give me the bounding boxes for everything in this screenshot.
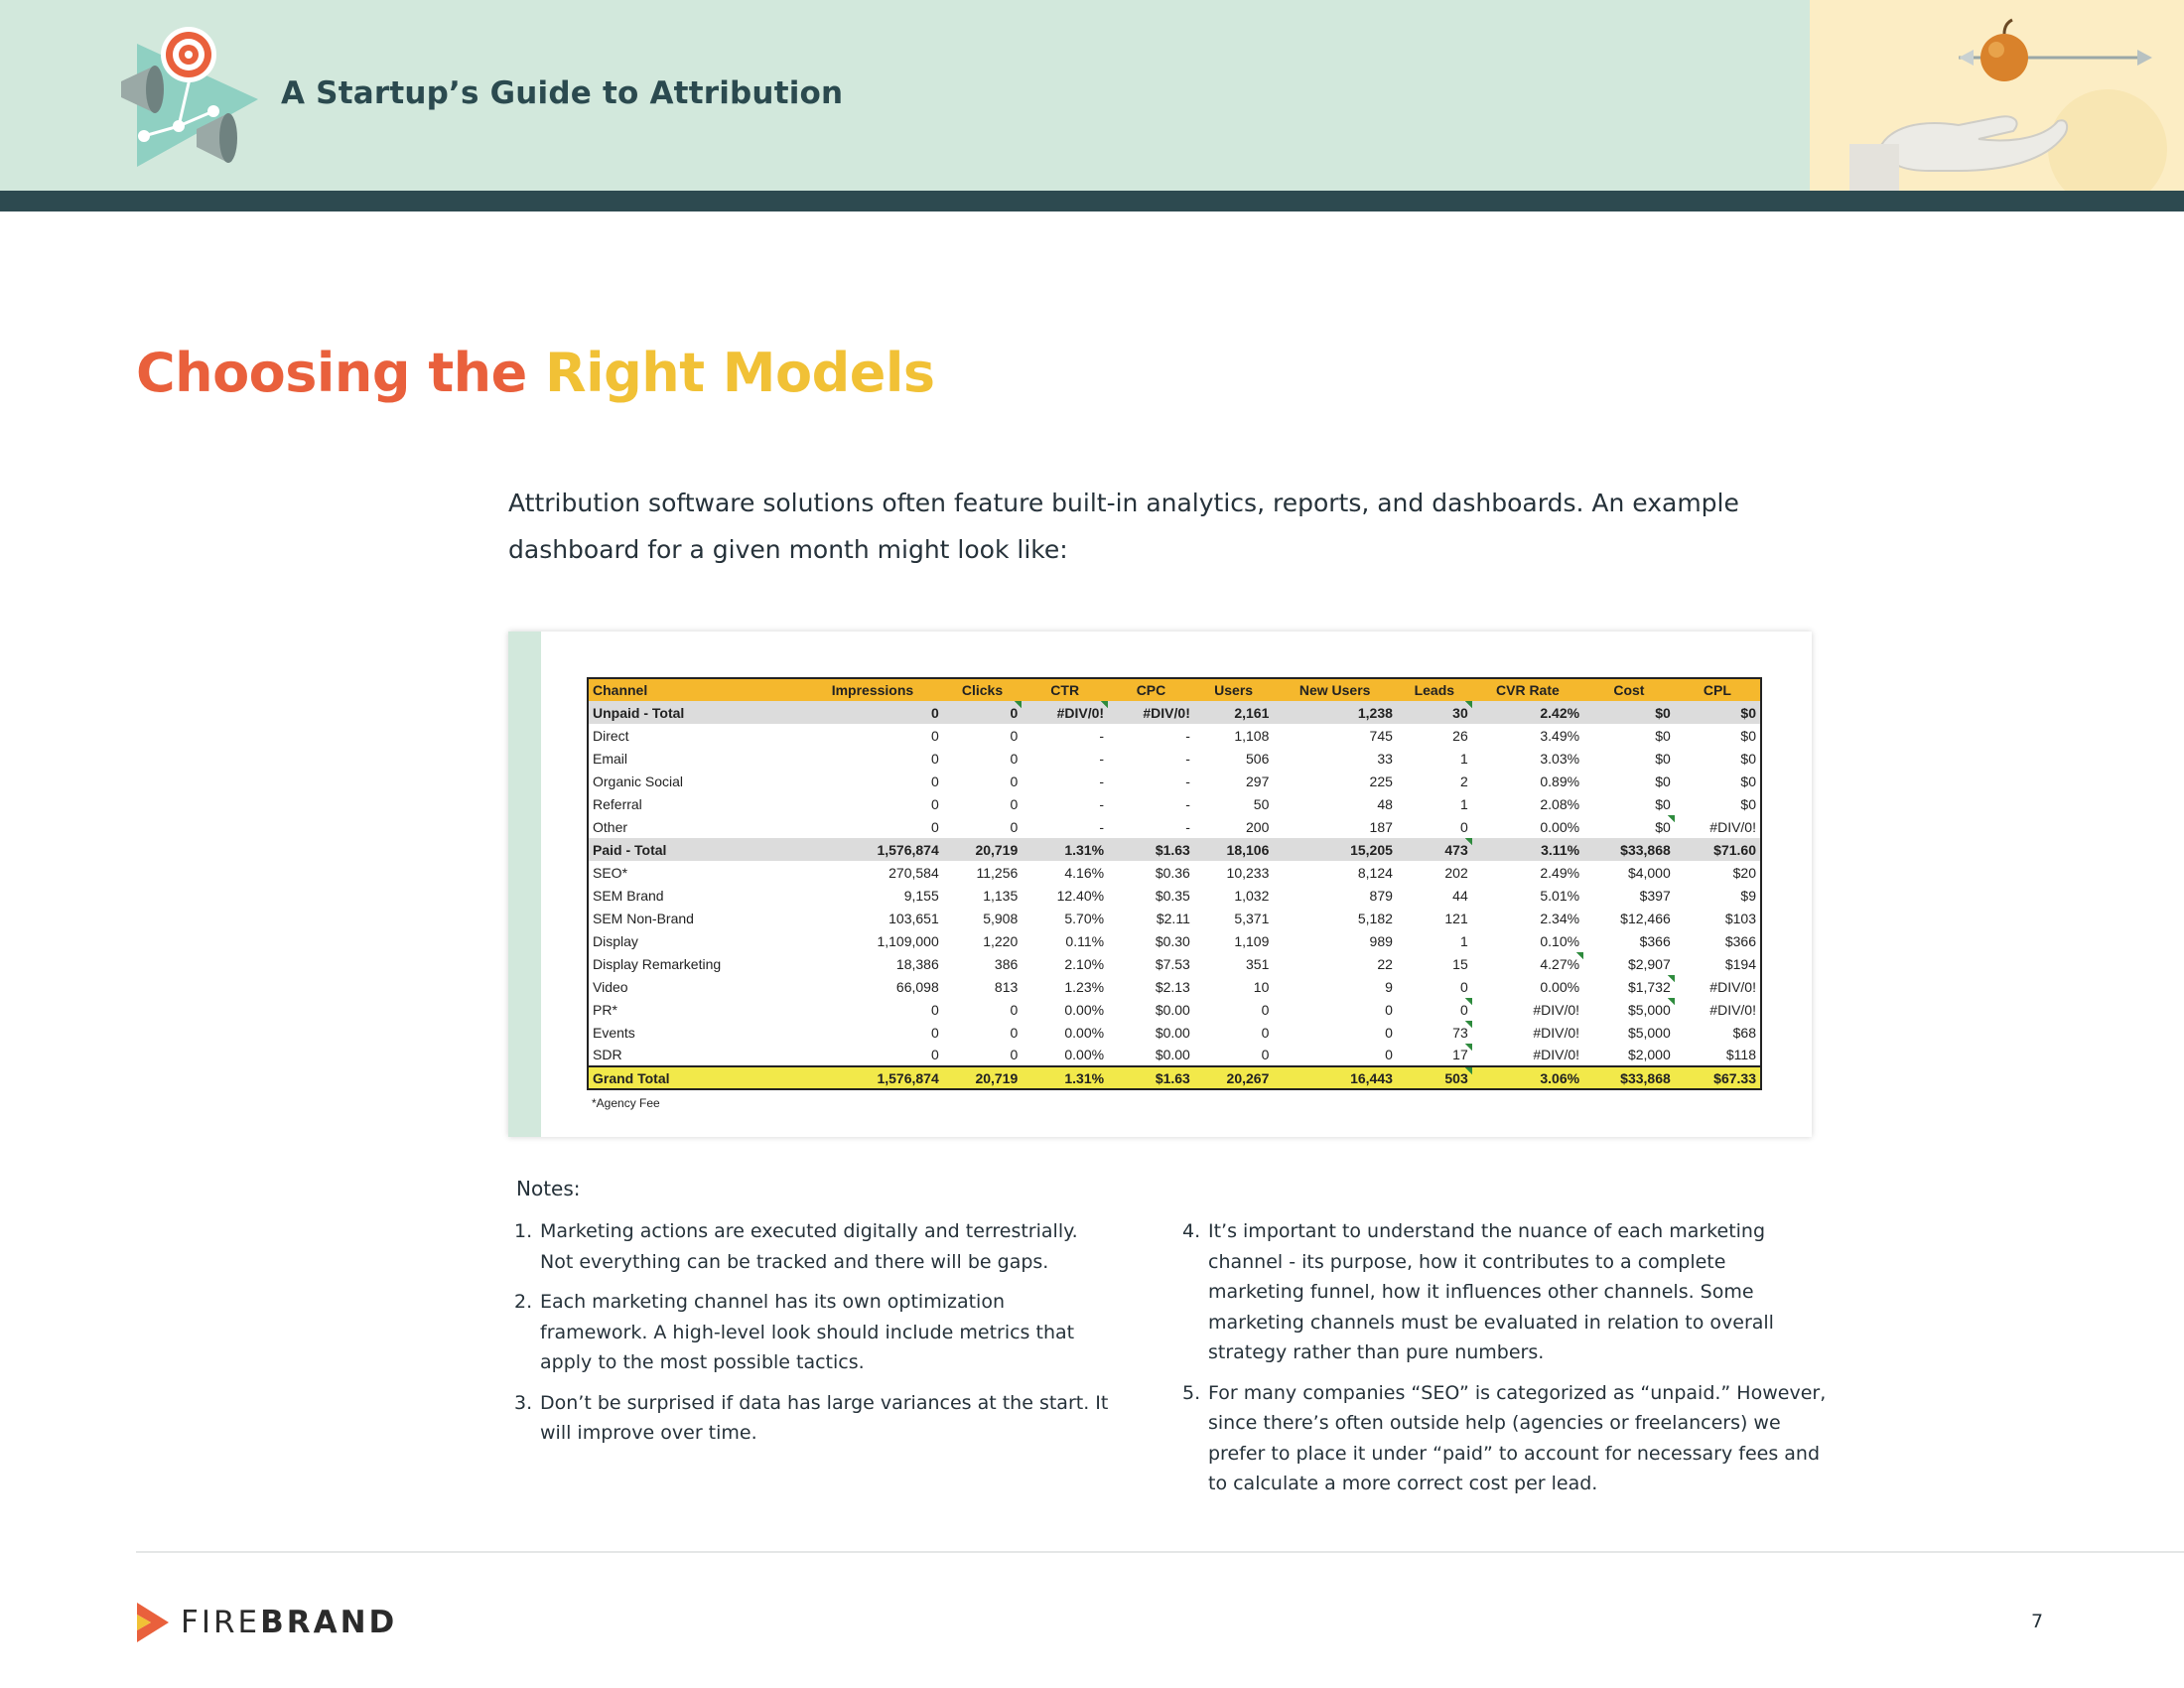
- table-cell: 26: [1452, 727, 1468, 744]
- table-cell: 4.27%: [1472, 952, 1583, 975]
- column-header: Users: [1194, 678, 1274, 701]
- column-header: CTR: [1022, 678, 1108, 701]
- table-cell: 879: [1369, 887, 1393, 904]
- table-cell: 0: [930, 818, 939, 835]
- table-cell: $0.30: [1155, 932, 1190, 949]
- megaphone-target-icon: [119, 22, 268, 171]
- table-cell: $1.63: [1108, 1066, 1194, 1089]
- column-header: Cost: [1583, 678, 1675, 701]
- header-illustration: [1810, 0, 2184, 191]
- table-cell: 44: [1452, 887, 1468, 904]
- table-cell: 0: [802, 701, 943, 724]
- table-cell: #DIV/0!: [1709, 978, 1756, 995]
- table-cell: 0: [1385, 1024, 1393, 1041]
- table-cell: 297: [1246, 773, 1270, 789]
- brand-word-light: FIRE: [181, 1605, 261, 1640]
- table-cell: 0: [930, 1024, 939, 1041]
- table-cell: 0: [1010, 795, 1019, 812]
- table-cell: 0: [1261, 1024, 1270, 1041]
- note-number: 5.: [1182, 1381, 1201, 1404]
- table-cell: 813: [994, 978, 1019, 995]
- dashboard-card: [508, 632, 1812, 1137]
- table-cell: 9,155: [903, 887, 939, 904]
- table-cell: 200: [1246, 818, 1270, 835]
- table-cell: $5,000: [1583, 998, 1675, 1021]
- table-row: [588, 1044, 1761, 1066]
- table-cell: #DIV/0!: [1022, 701, 1108, 724]
- table-cell: $20: [1732, 864, 1756, 881]
- table-cell: $4,000: [1627, 864, 1671, 881]
- table-cell: 1,576,874: [802, 838, 943, 861]
- table-cell: $2,000: [1627, 1047, 1671, 1062]
- table-cell: $0: [1655, 727, 1671, 744]
- notes-list-left: [514, 1216, 1110, 1459]
- table-cell: -: [1185, 773, 1190, 789]
- note-number: 1.: [514, 1220, 533, 1242]
- table-cell: $0.00: [1155, 1047, 1190, 1062]
- table-cell: 11,256: [976, 864, 1019, 881]
- guide-title: A Startup’s Guide to Attribution: [281, 75, 844, 111]
- table-cell: 0: [1261, 1001, 1270, 1018]
- table-row: [588, 815, 1761, 838]
- table-cell: 10,233: [1226, 864, 1270, 881]
- table-cell: $7.53: [1155, 955, 1190, 972]
- table-cell: 989: [1369, 932, 1393, 949]
- table-cell: 1,238: [1273, 701, 1397, 724]
- table-cell: 473: [1397, 838, 1472, 861]
- table-row: [588, 792, 1761, 815]
- table-cell: 225: [1369, 773, 1393, 789]
- subtotal-row: [588, 701, 1761, 724]
- table-cell: 33: [1377, 750, 1393, 767]
- table-cell: 1,220: [983, 932, 1019, 949]
- table-cell: #DIV/0!: [1533, 1024, 1580, 1041]
- note-number: 2.: [514, 1291, 533, 1313]
- table-cell: 745: [1369, 727, 1393, 744]
- table-cell: $0.35: [1155, 887, 1190, 904]
- table-cell: 0.00%: [1540, 978, 1580, 995]
- table-cell: 187: [1369, 818, 1393, 835]
- table-cell: 0.11%: [1065, 932, 1105, 949]
- table-cell: #DIV/0!: [1533, 1047, 1580, 1062]
- table-row: [588, 747, 1761, 770]
- table-cell: 503: [1397, 1066, 1472, 1089]
- table-cell: $366: [1639, 932, 1671, 949]
- note-item: [1182, 1378, 1828, 1499]
- table-cell: 17: [1397, 1044, 1472, 1066]
- note-text: Don’t be surprised if data has large variances at the start. It will improve over time.: [540, 1391, 1109, 1444]
- table-cell: 0: [1010, 1001, 1019, 1018]
- table-cell: $12,466: [1620, 910, 1671, 926]
- table-row: [588, 770, 1761, 792]
- table-cell: 12.40%: [1056, 887, 1105, 904]
- channel-name-cell: Referral: [593, 795, 642, 812]
- column-header: CPC: [1108, 678, 1194, 701]
- channel-name-cell: PR*: [593, 1001, 617, 1018]
- note-number: 4.: [1182, 1220, 1201, 1242]
- table-cell: 3.03%: [1540, 750, 1580, 767]
- table-cell: #DIV/0!: [1709, 1001, 1756, 1018]
- table-cell: 0: [930, 795, 939, 812]
- table-cell: 0.00%: [1064, 1024, 1105, 1041]
- table-cell: 0: [1010, 773, 1019, 789]
- table-cell: 20,719: [943, 1066, 1023, 1089]
- table-cell: -: [1099, 727, 1105, 744]
- table-footnote: *Agency Fee: [592, 1096, 660, 1110]
- table-cell: 0.00%: [1064, 1001, 1105, 1018]
- table-cell: 202: [1444, 864, 1468, 881]
- table-cell: 0: [1459, 978, 1468, 995]
- table-cell: 1,108: [1234, 727, 1270, 744]
- table-cell: 121: [1444, 910, 1468, 926]
- table-cell: 1.31%: [1022, 838, 1108, 861]
- note-text: Marketing actions are executed digitally and terrestrially. Not everything can be tracked and there will be gaps.: [540, 1220, 1078, 1273]
- footer-divider: [136, 1551, 2184, 1553]
- table-cell: $0: [1583, 815, 1675, 838]
- table-cell: 2.08%: [1540, 795, 1580, 812]
- table-cell: $68: [1732, 1024, 1756, 1041]
- table-cell: 0: [930, 750, 939, 767]
- table-cell: $0: [1655, 750, 1671, 767]
- header-divider-bar: [0, 191, 2184, 211]
- table-cell: 1,109,000: [877, 932, 939, 949]
- apple-arrow-hand-illustration: [1810, 0, 2184, 191]
- table-cell: 1.31%: [1022, 1066, 1108, 1089]
- table-cell: 351: [1246, 955, 1270, 972]
- channel-name-cell: Direct: [593, 727, 629, 744]
- table-cell: #DIV/0!: [1533, 1001, 1580, 1018]
- table-cell: 15: [1452, 955, 1468, 972]
- table-cell: 0: [943, 701, 1023, 724]
- table-cell: $397: [1639, 887, 1671, 904]
- table-cell: 0: [1010, 1047, 1019, 1062]
- note-text: For many companies “SEO” is categorized as “unpaid.” However, since there’s often outside help (agencies or freelancers) we prefer to place it under “paid” to account for necessary fees and to calculate a more correct cost per lead.: [1208, 1381, 1827, 1494]
- brand-word-bold: BRAND: [260, 1605, 398, 1640]
- table-cell: 2.34%: [1540, 910, 1580, 926]
- table-cell: 9: [1385, 978, 1393, 995]
- table-cell: 0: [1385, 1047, 1393, 1062]
- table-row: [588, 861, 1761, 884]
- table-cell: 3.06%: [1472, 1066, 1583, 1089]
- table-cell: 10: [1253, 978, 1270, 995]
- table-cell: 1,032: [1234, 887, 1270, 904]
- column-header: CPL: [1675, 678, 1761, 701]
- table-cell: 1,109: [1234, 932, 1270, 949]
- table-cell: 0.10%: [1540, 932, 1580, 949]
- table-cell: 5,371: [1234, 910, 1270, 926]
- table-cell: 18,106: [1194, 838, 1274, 861]
- table-cell: 0.00%: [1540, 818, 1580, 835]
- note-item: [1182, 1216, 1828, 1368]
- table-cell: $0: [1740, 795, 1756, 812]
- table-cell: 2,161: [1194, 701, 1274, 724]
- table-cell: $5,000: [1627, 1024, 1671, 1041]
- table-cell: 0: [930, 1001, 939, 1018]
- table-cell: $9: [1740, 887, 1756, 904]
- table-cell: 0: [1010, 818, 1019, 835]
- table-row: [588, 975, 1761, 998]
- channel-name-cell: Other: [593, 818, 628, 835]
- brand-wordmark: [181, 1605, 397, 1640]
- table-cell: 0: [1459, 818, 1468, 835]
- table-cell: 1,135: [983, 887, 1019, 904]
- channel-name-cell: Video: [593, 978, 628, 995]
- table-row: [588, 929, 1761, 952]
- table-cell: $1,732: [1583, 975, 1675, 998]
- table-cell: #DIV/0!: [1108, 701, 1194, 724]
- table-cell: 73: [1397, 1021, 1472, 1044]
- note-text: Each marketing channel has its own optimization framework. A high-level look should include metrics that apply to the most possible tactics.: [540, 1291, 1075, 1373]
- table-cell: -: [1185, 727, 1190, 744]
- channel-name-cell: Paid - Total: [588, 838, 802, 861]
- table-cell: 0.00%: [1064, 1047, 1105, 1062]
- table-cell: 0: [930, 773, 939, 789]
- table-cell: 0: [930, 727, 939, 744]
- table-cell: 1: [1459, 932, 1468, 949]
- column-header: Clicks: [943, 678, 1023, 701]
- table-cell: 0: [930, 1047, 939, 1062]
- table-cell: -: [1185, 795, 1190, 812]
- table-cell: 2.42%: [1472, 701, 1583, 724]
- table-cell: 0: [1385, 1001, 1393, 1018]
- table-cell: 1: [1459, 795, 1468, 812]
- table-cell: 8,124: [1357, 864, 1393, 881]
- table-cell: -: [1099, 750, 1105, 767]
- note-item: [514, 1388, 1110, 1449]
- table-cell: $103: [1724, 910, 1756, 926]
- channel-name-cell: Display: [593, 932, 638, 949]
- column-header: New Users: [1273, 678, 1397, 701]
- channel-name-cell: SEO*: [593, 864, 628, 881]
- table-cell: 66,098: [895, 978, 939, 995]
- note-number: 3.: [514, 1391, 533, 1414]
- channel-name-cell: Unpaid - Total: [588, 701, 802, 724]
- table-cell: $67.33: [1675, 1066, 1761, 1089]
- note-item: [514, 1287, 1110, 1378]
- column-header: Leads: [1397, 678, 1472, 701]
- table-cell: 5,908: [983, 910, 1019, 926]
- page-title-part2: Right Models: [545, 342, 935, 404]
- subtotal-row: [588, 838, 1761, 861]
- channel-name-cell: Organic Social: [593, 773, 684, 789]
- channel-name-cell: SEM Brand: [593, 887, 664, 904]
- table-cell: $0: [1655, 795, 1671, 812]
- table-cell: 48: [1377, 795, 1393, 812]
- table-cell: 1: [1459, 750, 1468, 767]
- table-cell: 5.01%: [1540, 887, 1580, 904]
- grand-total-row: [588, 1066, 1761, 1089]
- table-cell: 0: [1010, 1024, 1019, 1041]
- dashboard-accent-strip: [508, 632, 541, 1137]
- table-cell: 18,386: [895, 955, 939, 972]
- channel-name-cell: Display Remarketing: [593, 955, 722, 972]
- table-cell: 3.49%: [1540, 727, 1580, 744]
- firebrand-flame-icon: [135, 1601, 171, 1644]
- table-cell: 0: [1010, 750, 1019, 767]
- channel-name-cell: Email: [593, 750, 628, 767]
- column-header: Impressions: [802, 678, 943, 701]
- channel-name-cell: SDR: [593, 1047, 622, 1062]
- table-row: [588, 724, 1761, 747]
- table-cell: 270,584: [888, 864, 939, 881]
- table-cell: -: [1099, 795, 1105, 812]
- table-cell: $0: [1740, 727, 1756, 744]
- table-cell: $1.63: [1108, 838, 1194, 861]
- table-cell: 50: [1253, 795, 1270, 812]
- table-cell: $194: [1724, 955, 1756, 972]
- attribution-dashboard-table: [587, 677, 1762, 1090]
- table-cell: $0: [1675, 701, 1761, 724]
- page-number: 7: [2031, 1611, 2044, 1632]
- table-row: [588, 952, 1761, 975]
- table-cell: 1,576,874: [802, 1066, 943, 1089]
- table-cell: 16,443: [1273, 1066, 1397, 1089]
- channel-name-cell: Events: [593, 1024, 635, 1041]
- table-cell: -: [1099, 773, 1105, 789]
- table-cell: $2.11: [1156, 910, 1190, 926]
- table-cell: 20,267: [1194, 1066, 1274, 1089]
- table-cell: $0.00: [1155, 1024, 1190, 1041]
- table-cell: 2.10%: [1064, 955, 1105, 972]
- table-cell: 2.49%: [1540, 864, 1580, 881]
- table-cell: $2,907: [1627, 955, 1671, 972]
- note-item: [514, 1216, 1110, 1277]
- note-text: It’s important to understand the nuance of each marketing channel - its purpose, how it contributes to a complete marketing funnel, how it influences other channels. Some marketing channels must be evaluated in relation to overall strategy rather than pure numbers.: [1208, 1220, 1774, 1363]
- column-header: CVR Rate: [1472, 678, 1583, 701]
- table-cell: 103,651: [888, 910, 939, 926]
- table-cell: -: [1185, 818, 1190, 835]
- table-cell: -: [1185, 750, 1190, 767]
- header-band: [0, 0, 1810, 191]
- table-cell: 506: [1246, 750, 1270, 767]
- table-cell: -: [1099, 818, 1105, 835]
- table-cell: $366: [1724, 932, 1756, 949]
- table-cell: 4.16%: [1064, 864, 1105, 881]
- table-cell: $0.36: [1155, 864, 1190, 881]
- column-header: Channel: [588, 678, 802, 701]
- table-cell: 0: [1010, 727, 1019, 744]
- table-cell: $0: [1583, 701, 1675, 724]
- firebrand-logo: [135, 1601, 397, 1644]
- table-cell: $0: [1740, 750, 1756, 767]
- table-cell: $2.13: [1155, 978, 1190, 995]
- table-cell: $71.60: [1675, 838, 1761, 861]
- table-cell: 5.70%: [1064, 910, 1105, 926]
- notes-list-right: [1182, 1216, 1828, 1509]
- channel-name-cell: Grand Total: [588, 1066, 802, 1089]
- table-cell: 2: [1459, 773, 1468, 789]
- table-cell: 0: [1261, 1047, 1270, 1062]
- table-cell: $33,868: [1583, 1066, 1675, 1089]
- page-title-part1: Choosing the: [136, 342, 545, 404]
- notes-heading: Notes:: [516, 1177, 581, 1200]
- table-cell: 20,719: [943, 838, 1023, 861]
- table-cell: $0: [1740, 773, 1756, 789]
- table-cell: $33,868: [1583, 838, 1675, 861]
- table-cell: 0.89%: [1540, 773, 1580, 789]
- table-cell: 22: [1377, 955, 1393, 972]
- table-cell: 0: [1397, 998, 1472, 1021]
- table-cell: $0.00: [1155, 1001, 1190, 1018]
- table-row: [588, 907, 1761, 929]
- table-cell: 15,205: [1273, 838, 1397, 861]
- page-title: [136, 342, 935, 404]
- table-row: [588, 884, 1761, 907]
- table-cell: 5,182: [1357, 910, 1393, 926]
- table-cell: 3.11%: [1472, 838, 1583, 861]
- table-cell: 1.23%: [1064, 978, 1105, 995]
- table-row: [588, 1021, 1761, 1044]
- table-cell: 386: [994, 955, 1019, 972]
- channel-name-cell: SEM Non-Brand: [593, 910, 694, 926]
- table-cell: 30: [1397, 701, 1472, 724]
- intro-paragraph: Attribution software solutions often feature built-in analytics, reports, and dashboards. An example dashboard for a given month might look like:: [508, 489, 1739, 564]
- table-cell: #DIV/0!: [1709, 818, 1756, 835]
- table-cell: $118: [1725, 1047, 1756, 1062]
- table-cell: $0: [1655, 773, 1671, 789]
- table-header-row: [588, 678, 1761, 701]
- table-row: [588, 998, 1761, 1021]
